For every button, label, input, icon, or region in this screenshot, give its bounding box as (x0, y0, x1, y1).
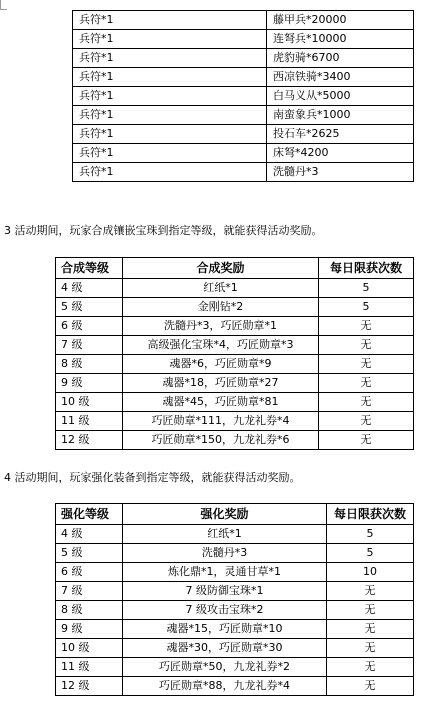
cell-daily-limit: 无 (319, 317, 414, 336)
cell-daily-limit: 无 (327, 601, 414, 620)
cell-level: 10 级 (56, 639, 123, 658)
table-row (56, 298, 414, 317)
gem-synthesis-table (55, 257, 414, 450)
cell-daily-limit: 无 (327, 620, 414, 639)
table-row (56, 677, 414, 696)
table-row (56, 412, 414, 431)
cell-reward: 魂器*6，巧匠勋章*9 (123, 355, 319, 374)
cell-reward: 巧匠勋章*50，九龙礼券*2 (123, 658, 327, 677)
table-row (56, 639, 414, 658)
cell-daily-limit: 无 (327, 677, 414, 696)
cell-reward: 高级强化宝珠*4，巧匠勋章*3 (123, 336, 319, 355)
table-row (73, 87, 414, 106)
cell-item: 洗髓丹*3 (267, 163, 414, 182)
table-row (56, 336, 414, 355)
cell-daily-limit: 5 (327, 544, 414, 563)
cell-reward: 巧匠勋章*150，九龙礼券*6 (123, 431, 319, 450)
cell-cost: 兵符*1 (73, 125, 267, 144)
header-daily-limit: 每日限获次数 (327, 504, 414, 525)
cell-daily-limit: 无 (327, 582, 414, 601)
cell-cost: 兵符*1 (73, 144, 267, 163)
header-reward: 合成奖励 (123, 258, 319, 279)
table-row (73, 68, 414, 87)
cell-level: 10 级 (56, 393, 123, 412)
cell-daily-limit: 无 (327, 658, 414, 677)
cell-level: 6 级 (56, 317, 123, 336)
section-4-text: 4 活动期间，玩家强化装备到指定等级，就能获得活动奖励。 (4, 471, 301, 484)
cell-reward: 魂器*45，巧匠勋章*81 (123, 393, 319, 412)
cell-cost: 兵符*1 (73, 87, 267, 106)
table-header-row (56, 504, 414, 525)
cell-level: 9 级 (56, 620, 123, 639)
cell-daily-limit: 无 (327, 639, 414, 658)
equipment-enhance-table-body (56, 525, 414, 696)
cell-daily-limit: 5 (319, 279, 414, 298)
table-row (73, 125, 414, 144)
cell-daily-limit: 无 (319, 374, 414, 393)
table-row (56, 658, 414, 677)
cell-level: 12 级 (56, 677, 123, 696)
table-row (56, 393, 414, 412)
cell-reward: 7 级防御宝珠*1 (123, 582, 327, 601)
cell-item: 投石车*2625 (267, 125, 414, 144)
reward-table-troops (72, 10, 414, 182)
cell-reward: 洗髓丹*3 (123, 544, 327, 563)
cell-daily-limit: 10 (327, 563, 414, 582)
cell-cost: 兵符*1 (73, 68, 267, 87)
table-row (56, 431, 414, 450)
cell-item: 藤甲兵*20000 (267, 11, 414, 30)
cell-level: 7 级 (56, 582, 123, 601)
table-row (73, 144, 414, 163)
cell-cost: 兵符*1 (73, 49, 267, 68)
cell-daily-limit: 无 (319, 412, 414, 431)
cell-reward: 金刚钻*2 (123, 298, 319, 317)
cell-reward: 洗髓丹*3，巧匠勋章*1 (123, 317, 319, 336)
cell-reward: 巧匠勋章*88，九龙礼券*4 (123, 677, 327, 696)
cell-level: 8 级 (56, 355, 123, 374)
table-row (56, 374, 414, 393)
table-row (56, 525, 414, 544)
equipment-enhance-table (55, 503, 414, 696)
cell-reward: 炼化鼎*1，灵通甘草*1 (123, 563, 327, 582)
cell-cost: 兵符*1 (73, 30, 267, 49)
cell-cost: 兵符*1 (73, 11, 267, 30)
cell-level: 4 级 (56, 525, 123, 544)
cell-item: 虎豹骑*6700 (267, 49, 414, 68)
table-row (56, 620, 414, 639)
table-row (73, 163, 414, 182)
cell-daily-limit: 无 (319, 393, 414, 412)
table-header-row (56, 258, 414, 279)
cell-daily-limit: 无 (319, 336, 414, 355)
cell-item: 南蛮象兵*1000 (267, 106, 414, 125)
table-row (56, 317, 414, 336)
section-3-text: 3 活动期间，玩家合成镶嵌宝珠到指定等级，就能获得活动奖励。 (4, 224, 323, 237)
table-row (56, 544, 414, 563)
cell-cost: 兵符*1 (73, 163, 267, 182)
cell-reward: 魂器*18，巧匠勋章*27 (123, 374, 319, 393)
cell-item: 西凉铁骑*3400 (267, 68, 414, 87)
table-row (56, 355, 414, 374)
cell-item: 床弩*4200 (267, 144, 414, 163)
header-daily-limit: 每日限获次数 (319, 258, 414, 279)
cell-reward: 魂器*15，巧匠勋章*10 (123, 620, 327, 639)
gem-synthesis-table-body (56, 279, 414, 450)
cell-reward: 巧匠勋章*111，九龙礼券*4 (123, 412, 319, 431)
cell-reward: 魂器*30，巧匠勋章*30 (123, 639, 327, 658)
cell-level: 6 级 (56, 563, 123, 582)
cell-cost: 兵符*1 (73, 106, 267, 125)
cell-level: 8 级 (56, 601, 123, 620)
cell-level: 5 级 (56, 544, 123, 563)
cell-level: 12 级 (56, 431, 123, 450)
page-corner-mark (0, 0, 7, 10)
cell-level: 4 级 (56, 279, 123, 298)
cell-reward: 红纸*1 (123, 279, 319, 298)
table-row (73, 30, 414, 49)
cell-level: 11 级 (56, 658, 123, 677)
header-reward: 强化奖励 (123, 504, 327, 525)
cell-reward: 7 级攻击宝珠*2 (123, 601, 327, 620)
cell-daily-limit: 无 (319, 431, 414, 450)
table-row (56, 601, 414, 620)
header-level: 强化等级 (56, 504, 123, 525)
cell-level: 7 级 (56, 336, 123, 355)
table-row (73, 106, 414, 125)
table-row (73, 11, 414, 30)
table-row (73, 49, 414, 68)
cell-daily-limit: 5 (327, 525, 414, 544)
cell-item: 白马义从*5000 (267, 87, 414, 106)
cell-level: 5 级 (56, 298, 123, 317)
cell-daily-limit: 5 (319, 298, 414, 317)
cell-level: 11 级 (56, 412, 123, 431)
table-row (56, 582, 414, 601)
table-row (56, 563, 414, 582)
cell-level: 9 级 (56, 374, 123, 393)
cell-item: 连弩兵*10000 (267, 30, 414, 49)
table-row (56, 279, 414, 298)
cell-daily-limit: 无 (319, 355, 414, 374)
cell-reward: 红纸*1 (123, 525, 327, 544)
header-level: 合成等级 (56, 258, 123, 279)
reward-table-troops-body (73, 11, 414, 182)
